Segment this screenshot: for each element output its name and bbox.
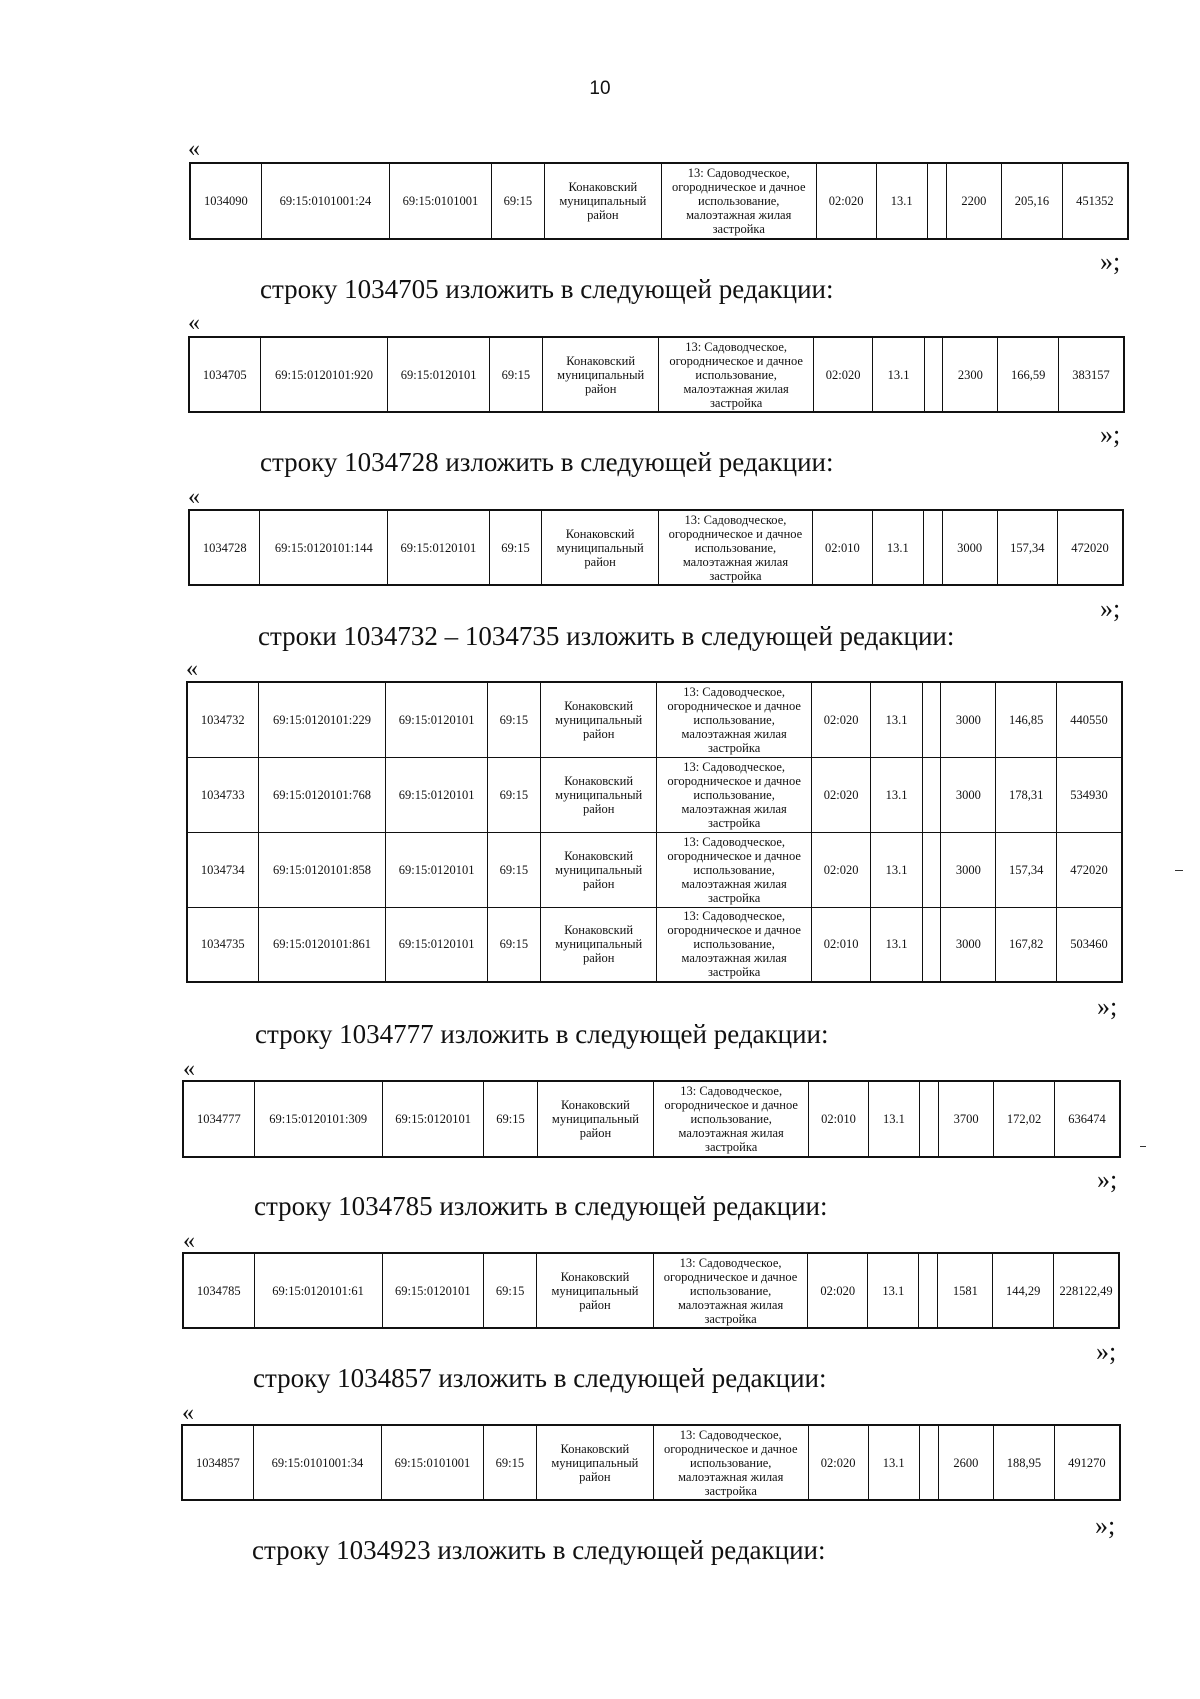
code-cell: 13.1: [871, 757, 922, 832]
cadastral-value-cell: 472020: [1058, 510, 1123, 585]
table-row: [187, 757, 1122, 832]
cadastral-quarter-cell: 69:15:0101001: [382, 1425, 484, 1500]
municipality-cell: Конаковский муниципальный район: [540, 832, 657, 907]
row-number-cell: 1034732: [187, 682, 258, 757]
amended-row-table: [186, 681, 1123, 983]
municipality-cell: Конаковский муниципальный район: [544, 163, 661, 239]
land-use-group-cell: 13: Садоводческое, огородническое и дачное использование, малоэтажная жилая застройка: [659, 337, 813, 412]
cadastral-value-cell: 228122,49: [1054, 1253, 1119, 1328]
code-cell: 13.1: [868, 1425, 919, 1500]
row-number-cell: 1034735: [187, 907, 258, 982]
cadastral-district-cell: 69:15: [487, 682, 540, 757]
code-cell: 13.1: [871, 907, 922, 982]
area-cell: 1581: [938, 1253, 993, 1328]
rate-cell: 157,34: [997, 510, 1058, 585]
land-use-group-cell: 13: Садоводческое, огородническое и дачное использование, малоэтажная жилая застройка: [653, 1253, 808, 1328]
cadastral-value-cell: 636474: [1054, 1081, 1120, 1157]
cadastral-quarter-cell: 69:15:0120101: [386, 682, 487, 757]
amended-row-table: [189, 162, 1129, 240]
opening-quote: «: [183, 1228, 195, 1254]
cadastral-district-cell: 69:15: [487, 757, 540, 832]
zone-code-cell: 02:010: [811, 907, 871, 982]
cadastral-number-cell: 69:15:0120101:309: [254, 1081, 382, 1157]
code-cell: 13.1: [871, 682, 922, 757]
row-number-cell: 1034090: [190, 163, 261, 239]
empty-cell: [922, 757, 941, 832]
cadastral-district-cell: 69:15: [484, 1253, 537, 1328]
municipality-cell: Конаковский муниципальный район: [537, 1081, 654, 1157]
code-cell: 13.1: [876, 163, 927, 239]
cadastral-value-cell: 503460: [1057, 907, 1122, 982]
table-row: [190, 163, 1128, 239]
zone-code-cell: 02:020: [811, 832, 871, 907]
cadastral-quarter-cell: 69:15:0120101: [388, 337, 489, 412]
row-number-cell: 1034734: [187, 832, 258, 907]
empty-cell: [919, 1253, 938, 1328]
opening-quote: «: [183, 1056, 195, 1082]
page-number: 10: [589, 78, 611, 99]
rate-cell: 157,34: [996, 832, 1057, 907]
table-row: [182, 1425, 1120, 1500]
amended-row-table: [188, 336, 1125, 413]
rate-cell: 166,59: [998, 337, 1059, 412]
opening-quote: «: [182, 1400, 194, 1426]
empty-cell: [920, 1081, 939, 1157]
empty-cell: [922, 682, 941, 757]
land-use-group-cell: 13: Садоводческое, огородническое и дачное использование, малоэтажная жилая застройка: [657, 682, 811, 757]
cadastral-number-cell: 69:15:0120101:229: [258, 682, 386, 757]
amendment-instruction: строку 1034785 изложить в следующей редакции:: [254, 1191, 828, 1221]
empty-cell: [923, 510, 942, 585]
cadastral-district-cell: 69:15: [491, 163, 544, 239]
cadastral-number-cell: 69:15:0120101:144: [260, 510, 388, 585]
zone-code-cell: 02:020: [816, 163, 876, 239]
cadastral-district-cell: 69:15: [484, 1081, 537, 1157]
area-cell: 3000: [941, 907, 996, 982]
cadastral-value-cell: 491270: [1054, 1425, 1120, 1500]
area-cell: 2200: [946, 163, 1001, 239]
area-cell: 2300: [943, 337, 998, 412]
land-use-group-cell: 13: Садоводческое, огородническое и дачное использование, малоэтажная жилая застройка: [657, 757, 811, 832]
amendment-instruction: строку 1034857 изложить в следующей редакции:: [253, 1363, 827, 1393]
area-cell: 3000: [941, 757, 996, 832]
code-cell: 13.1: [872, 510, 923, 585]
empty-cell: [927, 163, 946, 239]
zone-code-cell: 02:020: [811, 757, 871, 832]
cadastral-quarter-cell: 69:15:0120101: [386, 832, 487, 907]
table-row: [187, 907, 1122, 982]
amendment-instruction: строку 1034728 изложить в следующей редакции:: [260, 447, 834, 477]
land-use-group-cell: 13: Садоводческое, огородническое и дачное использование, малоэтажная жилая застройка: [661, 163, 816, 239]
land-use-group-cell: 13: Садоводческое, огородническое и дачное использование, малоэтажная жилая застройка: [657, 832, 811, 907]
municipality-cell: Конаковский муниципальный район: [540, 907, 657, 982]
municipality-cell: Конаковский муниципальный район: [540, 682, 657, 757]
row-number-cell: 1034728: [189, 510, 260, 585]
closing-quote: »;: [1097, 1165, 1118, 1194]
row-number-cell: 1034777: [183, 1081, 254, 1157]
cadastral-number-cell: 69:15:0120101:920: [260, 337, 388, 412]
cadastral-district-cell: 69:15: [489, 510, 542, 585]
municipality-cell: Конаковский муниципальный район: [537, 1253, 654, 1328]
rate-cell: 144,29: [993, 1253, 1054, 1328]
municipality-cell: Конаковский муниципальный район: [540, 757, 657, 832]
table-row: [187, 682, 1122, 757]
municipality-cell: Конаковский муниципальный район: [542, 337, 659, 412]
row-number-cell: 1034857: [182, 1425, 253, 1500]
cadastral-quarter-cell: 69:15:0120101: [388, 510, 489, 585]
amendment-instruction: строку 1034777 изложить в следующей редакции:: [255, 1019, 829, 1049]
cadastral-value-cell: 472020: [1057, 832, 1122, 907]
amendment-instruction: строки 1034732 – 1034735 изложить в следующей редакции:: [258, 621, 955, 651]
cadastral-quarter-cell: 69:15:0120101: [386, 907, 487, 982]
cadastral-number-cell: 69:15:0120101:858: [258, 832, 386, 907]
amended-row-table: [182, 1080, 1121, 1158]
area-cell: 3700: [939, 1081, 994, 1157]
cadastral-value-cell: 451352: [1062, 163, 1128, 239]
zone-code-cell: 02:010: [809, 1081, 869, 1157]
rate-cell: 205,16: [1001, 163, 1062, 239]
cadastral-quarter-cell: 69:15:0120101: [382, 1081, 484, 1157]
row-number-cell: 1034705: [189, 337, 260, 412]
area-cell: 3000: [941, 682, 996, 757]
cadastral-district-cell: 69:15: [483, 1425, 536, 1500]
cadastral-number-cell: 69:15:0120101:768: [258, 757, 386, 832]
cadastral-value-cell: 383157: [1059, 337, 1124, 412]
closing-quote: »;: [1100, 594, 1121, 623]
empty-cell: [919, 1425, 938, 1500]
cadastral-value-cell: 534930: [1057, 757, 1122, 832]
rate-cell: 172,02: [994, 1081, 1055, 1157]
rate-cell: 178,31: [996, 757, 1057, 832]
amended-row-table: [182, 1252, 1120, 1329]
table-row: [183, 1253, 1119, 1328]
cadastral-quarter-cell: 69:15:0120101: [382, 1253, 484, 1328]
rate-cell: 146,85: [996, 682, 1057, 757]
scan-mark: [1140, 1146, 1146, 1147]
empty-cell: [922, 832, 941, 907]
empty-cell: [924, 337, 943, 412]
scan-mark: [1175, 870, 1183, 871]
code-cell: 13.1: [871, 832, 922, 907]
rate-cell: 188,95: [993, 1425, 1054, 1500]
closing-quote: »;: [1100, 247, 1121, 276]
land-use-group-cell: 13: Садоводческое, огородническое и дачное использование, малоэтажная жилая застройка: [654, 1081, 809, 1157]
rate-cell: 167,82: [996, 907, 1057, 982]
zone-code-cell: 02:020: [808, 1425, 868, 1500]
municipality-cell: Конаковский муниципальный район: [542, 510, 658, 585]
zone-code-cell: 02:020: [808, 1253, 868, 1328]
land-use-group-cell: 13: Садоводческое, огородническое и дачное использование, малоэтажная жилая застройка: [658, 510, 812, 585]
zone-code-cell: 02:020: [811, 682, 871, 757]
table-row: [189, 510, 1123, 585]
cadastral-quarter-cell: 69:15:0120101: [386, 757, 487, 832]
cadastral-number-cell: 69:15:0101001:24: [261, 163, 389, 239]
amendment-instruction: строку 1034923 изложить в следующей редакции:: [252, 1535, 826, 1565]
area-cell: 2600: [938, 1425, 993, 1500]
code-cell: 13.1: [873, 337, 924, 412]
code-cell: 13.1: [868, 1253, 919, 1328]
amendment-instruction: строку 1034705 изложить в следующей редакции:: [260, 274, 834, 304]
area-cell: 3000: [941, 832, 996, 907]
opening-quote: «: [188, 484, 200, 510]
opening-quote: «: [188, 310, 200, 336]
table-row: [189, 337, 1124, 412]
amended-row-table: [181, 1424, 1121, 1501]
cadastral-value-cell: 440550: [1057, 682, 1122, 757]
land-use-group-cell: 13: Садоводческое, огородническое и дачное использование, малоэтажная жилая застройка: [657, 907, 811, 982]
closing-quote: »;: [1100, 420, 1121, 449]
closing-quote: »;: [1095, 1511, 1116, 1540]
cadastral-district-cell: 69:15: [487, 907, 540, 982]
cadastral-number-cell: 69:15:0120101:861: [258, 907, 386, 982]
empty-cell: [922, 907, 941, 982]
opening-quote: «: [188, 136, 200, 162]
row-number-cell: 1034733: [187, 757, 258, 832]
row-number-cell: 1034785: [183, 1253, 254, 1328]
opening-quote: «: [186, 656, 198, 682]
zone-code-cell: 02:010: [813, 510, 873, 585]
amended-row-table: [188, 509, 1124, 586]
cadastral-number-cell: 69:15:0120101:61: [254, 1253, 382, 1328]
table-row: [187, 832, 1122, 907]
table-row: [183, 1081, 1120, 1157]
land-use-group-cell: 13: Садоводческое, огородническое и дачное использование, малоэтажная жилая застройка: [653, 1425, 808, 1500]
cadastral-quarter-cell: 69:15:0101001: [390, 163, 492, 239]
cadastral-district-cell: 69:15: [487, 832, 540, 907]
area-cell: 3000: [942, 510, 997, 585]
closing-quote: »;: [1097, 992, 1118, 1021]
cadastral-district-cell: 69:15: [489, 337, 542, 412]
zone-code-cell: 02:020: [813, 337, 873, 412]
cadastral-number-cell: 69:15:0101001:34: [253, 1425, 381, 1500]
code-cell: 13.1: [868, 1081, 919, 1157]
municipality-cell: Конаковский муниципальный район: [536, 1425, 653, 1500]
closing-quote: »;: [1096, 1337, 1117, 1366]
